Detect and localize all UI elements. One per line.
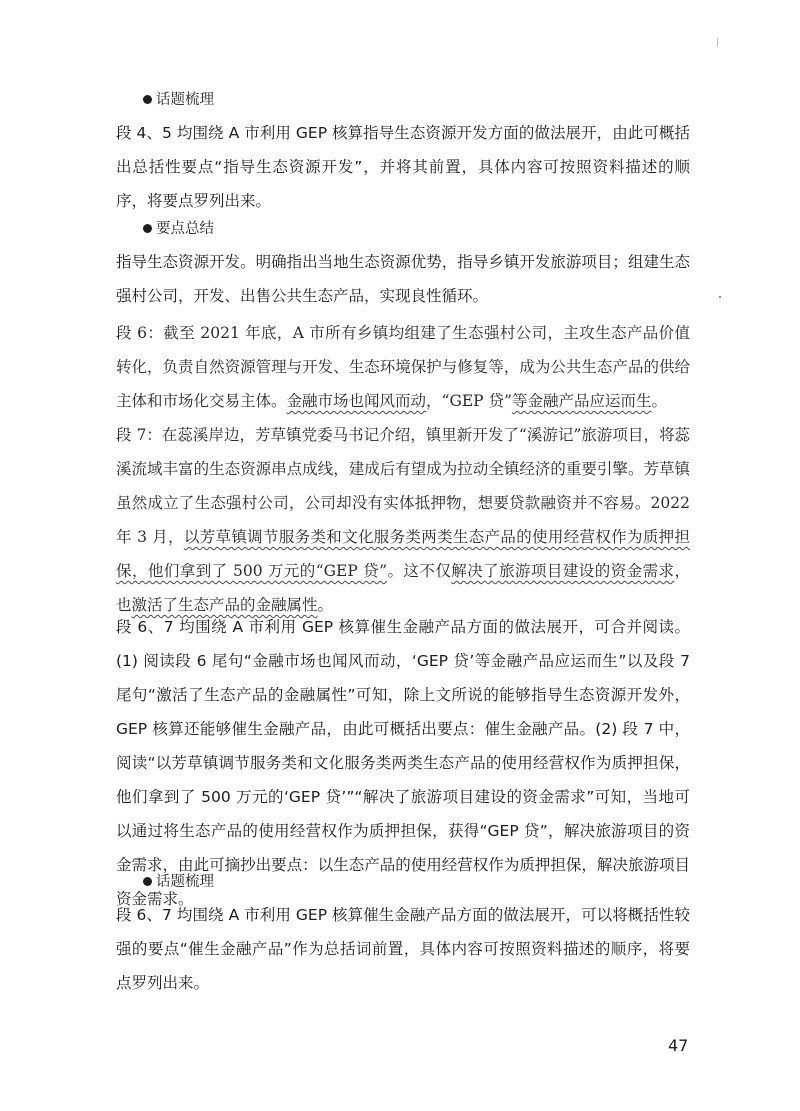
topic-paragraph: 段 4、5 均围绕 A 市利用 GEP 核算指导生态资源开发方面的做法展开，由此可概括出总括性要点“指导生态资源开发”，并将其前置，具体内容可按照资料描述的顺序，将要点罗列出来。 bbox=[116, 124, 690, 210]
bullet-icon bbox=[143, 224, 152, 233]
section-heading-topic: 话题梳理 bbox=[143, 90, 214, 110]
closing-paragraph: 段 6、7 均围绕 A 市利用 GEP 核算催生金融产品方面的做法展开，可以将概括性较强的要点“催生金融产品”作为总括词前置，具体内容可按照资料描述的顺序，将要点罗列出来。 bbox=[116, 906, 690, 992]
marked-phrase: 激活了生态产品的金融属性 bbox=[131, 596, 318, 614]
bullet-icon bbox=[143, 877, 152, 886]
scan-speck bbox=[719, 296, 721, 298]
analysis-paragraph: 段 6、7 均围绕 A 市利用 GEP 核算催生金融产品方面的做法展开，可合并阅读。(1) 阅读段 6 尾句“金融市场也闻风而动，‘GEP 贷’等金融产品应运而生”以及段 7 尾句“激活了生态产品的金融属性”可知，除上文所说的能够指导生态资源开发外，GEP 核算还能够催生金融产品，由此可概括出要点：催生金融产品。(2) 段 7 中，阅读“以芳草镇调节服务类和文化服务类两类生态产品的使用经营权作为质押担保，他们拿到了 500 万元的‘GEP 贷’”“解决了旅游项目建设的资金需求”可知，当地可以通过将生态产品的使用经营权作为质押担保，获得“GEP 贷”，解决旅游项目的资金需求，由此可摘抄出要点：以生态产品的使用经营权作为质押担保，解决旅游项目资金需求。 bbox=[116, 618, 690, 908]
marked-phrase: 以芳草镇调节服务类和文化服务类两类生态产品的使用经营权作为质押担保，他们拿到了 500 万元的“GEP 贷” bbox=[116, 528, 690, 580]
marked-phrase: 等金融产品应运而生 bbox=[511, 392, 652, 410]
section-heading-topic-2: 话题梳理 bbox=[143, 872, 214, 892]
marked-phrase: 解决了旅游项目建设的资金需求 bbox=[451, 562, 675, 580]
material-paragraph-7: 段 7：在蕊溪岸边，芳草镇党委马书记介绍，镇里新开发了“溪游记”旅游项目，将蕊溪流域丰富的生态资源串点成线，建成后有望成为拉动全镇经济的重要引擎。芳草镇虽然成立了生态强村公司，公司却没有实体抵押物，想要贷款融资并不容易。2022 年 3 月，以芳草镇调节服务类和文化服务类两类生态产品的使用经营权作为质押担保，他们拿到了 500 万元的“GEP 贷”。这不仅解决了旅游项目建设的资金需求，也激活了生态产品的金融属性。 bbox=[116, 426, 690, 614]
scan-mark bbox=[717, 38, 718, 46]
bullet-icon bbox=[143, 95, 152, 104]
summary-paragraph: 指导生态资源开发。明确指出当地生态资源优势，指导乡镇开发旅游项目；组建生态强村公司，开发、出售公共生态产品，实现良性循环。 bbox=[116, 253, 690, 305]
material-paragraph-6: 段 6：截至 2021 年底，A 市所有乡镇均组建了生态强村公司，主攻生态产品价值转化，负责自然资源管理与开发、生态环境保护与修复等，成为公共生态产品的供给主体和市场化交易主体。金融市场也闻风而动，“GEP 贷”等金融产品应运而生。 bbox=[116, 324, 690, 410]
page-number: 47 bbox=[668, 1036, 689, 1055]
section-heading-summary: 要点总结 bbox=[143, 219, 214, 239]
marked-phrase: 金融市场也闻风而动 bbox=[286, 392, 427, 410]
